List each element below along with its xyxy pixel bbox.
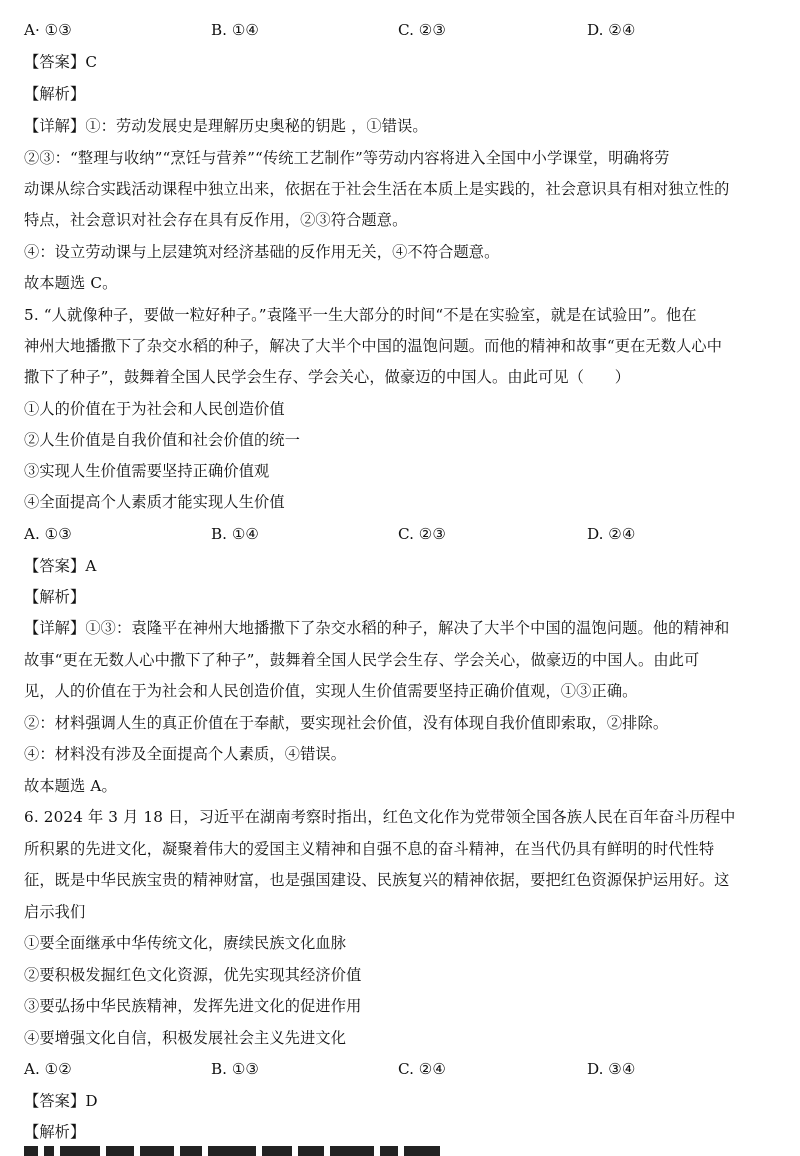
q6-answer: 【答案】D — [24, 1092, 98, 1110]
q5-option-a: A. ①③ — [24, 525, 72, 543]
q4-answer: 【答案】C — [24, 53, 98, 71]
q5-stem-line: 5. “人就像种子，要做一粒好种子。”袁隆平一生大部分的时间“不是在实验室，就是在试验田”。他在 — [24, 306, 697, 324]
q4-detail-line: 动课从综合实践活动课程中独立出来，依据在于社会生活在本质上是实践的，社会意识具有相对独立性的 — [24, 180, 730, 198]
q4-option-c: C. ②③ — [398, 21, 446, 39]
q4-detail-line: ②③：“整理与收纳”“烹饪与营养”“传统工艺制作”等劳动内容将进入全国中小学课堂，明确将劳 — [24, 149, 670, 167]
q5-stem-line: 神州大地播撒下了杂交水稻的种子，解决了大半个中国的温饱问题。而他的精神和故事“更在无数人心中 — [24, 337, 723, 355]
q5-detail-line: ④：材料没有涉及全面提高个人素质，④错误。 — [24, 745, 347, 763]
q4-option-b: B. ①④ — [211, 21, 260, 39]
q5-detail-line: 见，人的价值在于为社会和人民创造价值，实现人生价值需要坚持正确价值观，①③正确。 — [24, 682, 638, 700]
q5-option-c: C. ②③ — [398, 525, 446, 543]
q5-detail-line: 故事“更在无数人心中撒下了种子”，鼓舞着全国人民学会生存、学会关心，做豪迈的中国人。由此可 — [24, 651, 700, 669]
q6-option-b: B. ①③ — [211, 1060, 260, 1078]
q6-option-d: D. ③④ — [587, 1060, 636, 1078]
q5-analysis-label: 【解析】 — [24, 588, 86, 606]
q6-stem-line: 所积累的先进文化，凝聚着伟大的爱国主义精神和自强不息的奋斗精神，在当代仍具有鲜明的时代性特 — [24, 840, 715, 858]
q6-option-a: A. ①② — [24, 1060, 72, 1078]
q6-item: ④要增强文化自信，积极发展社会主义先进文化 — [24, 1029, 347, 1047]
q5-detail-line: ②：材料强调人生的真正价值在于奉献，要实现社会价值，没有体现自我价值即索取，②排除。 — [24, 714, 669, 732]
q5-options — [24, 524, 784, 544]
q6-item: ③要弘扬中华民族精神，发挥先进文化的促进作用 — [24, 997, 362, 1015]
q5-item: ①人的价值在于为社会和人民创造价值 — [24, 400, 285, 418]
q6-item: ①要全面继承中华传统文化，赓续民族文化血脉 — [24, 934, 347, 952]
q4-conclusion: 故本题选 C。 — [24, 274, 118, 292]
clipped-text-line — [24, 1146, 664, 1156]
q4-analysis-label: 【解析】 — [24, 85, 86, 103]
q6-item: ②要积极发掘红色文化资源，优先实现其经济价值 — [24, 966, 362, 984]
q5-item: ③实现人生价值需要坚持正确价值观 — [24, 462, 270, 480]
q4-option-d: D. ②④ — [587, 21, 636, 39]
q5-item: ④全面提高个人素质才能实现人生价值 — [24, 493, 285, 511]
q6-options — [24, 1059, 784, 1079]
q5-item: ②人生价值是自我价值和社会价值的统一 — [24, 431, 301, 449]
q6-analysis-label: 【解析】 — [24, 1123, 86, 1141]
q5-option-d: D. ②④ — [587, 525, 636, 543]
q6-stem-line: 启示我们 — [24, 903, 86, 921]
q5-option-b: B. ①④ — [211, 525, 260, 543]
q4-detail-line: 特点，社会意识对社会存在具有反作用，②③符合题意。 — [24, 211, 408, 229]
q6-stem-line: 6. 2024 年 3 月 18 日，习近平在湖南考察时指出，红色文化作为党带领全国各族人民在百年奋斗历程中 — [24, 808, 736, 826]
q6-stem-line: 征，既是中华民族宝贵的精神财富，也是强国建设、民族复兴的精神依据，要把红色资源保护运用好。这 — [24, 871, 730, 889]
q4-options — [24, 20, 784, 40]
q4-detail-line: 【详解】①：劳动发展史是理解历史奥秘的钥匙 ，①错误。 — [24, 117, 428, 135]
q5-detail-line: 【详解】①③：袁隆平在神州大地播撒下了杂交水稻的种子，解决了大半个中国的温饱问题。他的精神和 — [24, 619, 730, 637]
q5-answer: 【答案】A — [24, 557, 97, 575]
q6-option-c: C. ②④ — [398, 1060, 446, 1078]
q5-stem-line: 撒下了种子”，鼓舞着全国人民学会生存、学会关心，做豪迈的中国人。由此可见（ ） — [24, 368, 631, 386]
q4-option-a: A· ①③ — [24, 21, 72, 39]
q5-conclusion: 故本题选 A。 — [24, 777, 117, 795]
q4-detail-line: ④：设立劳动课与上层建筑对经济基础的反作用无关，④不符合题意。 — [24, 243, 500, 261]
